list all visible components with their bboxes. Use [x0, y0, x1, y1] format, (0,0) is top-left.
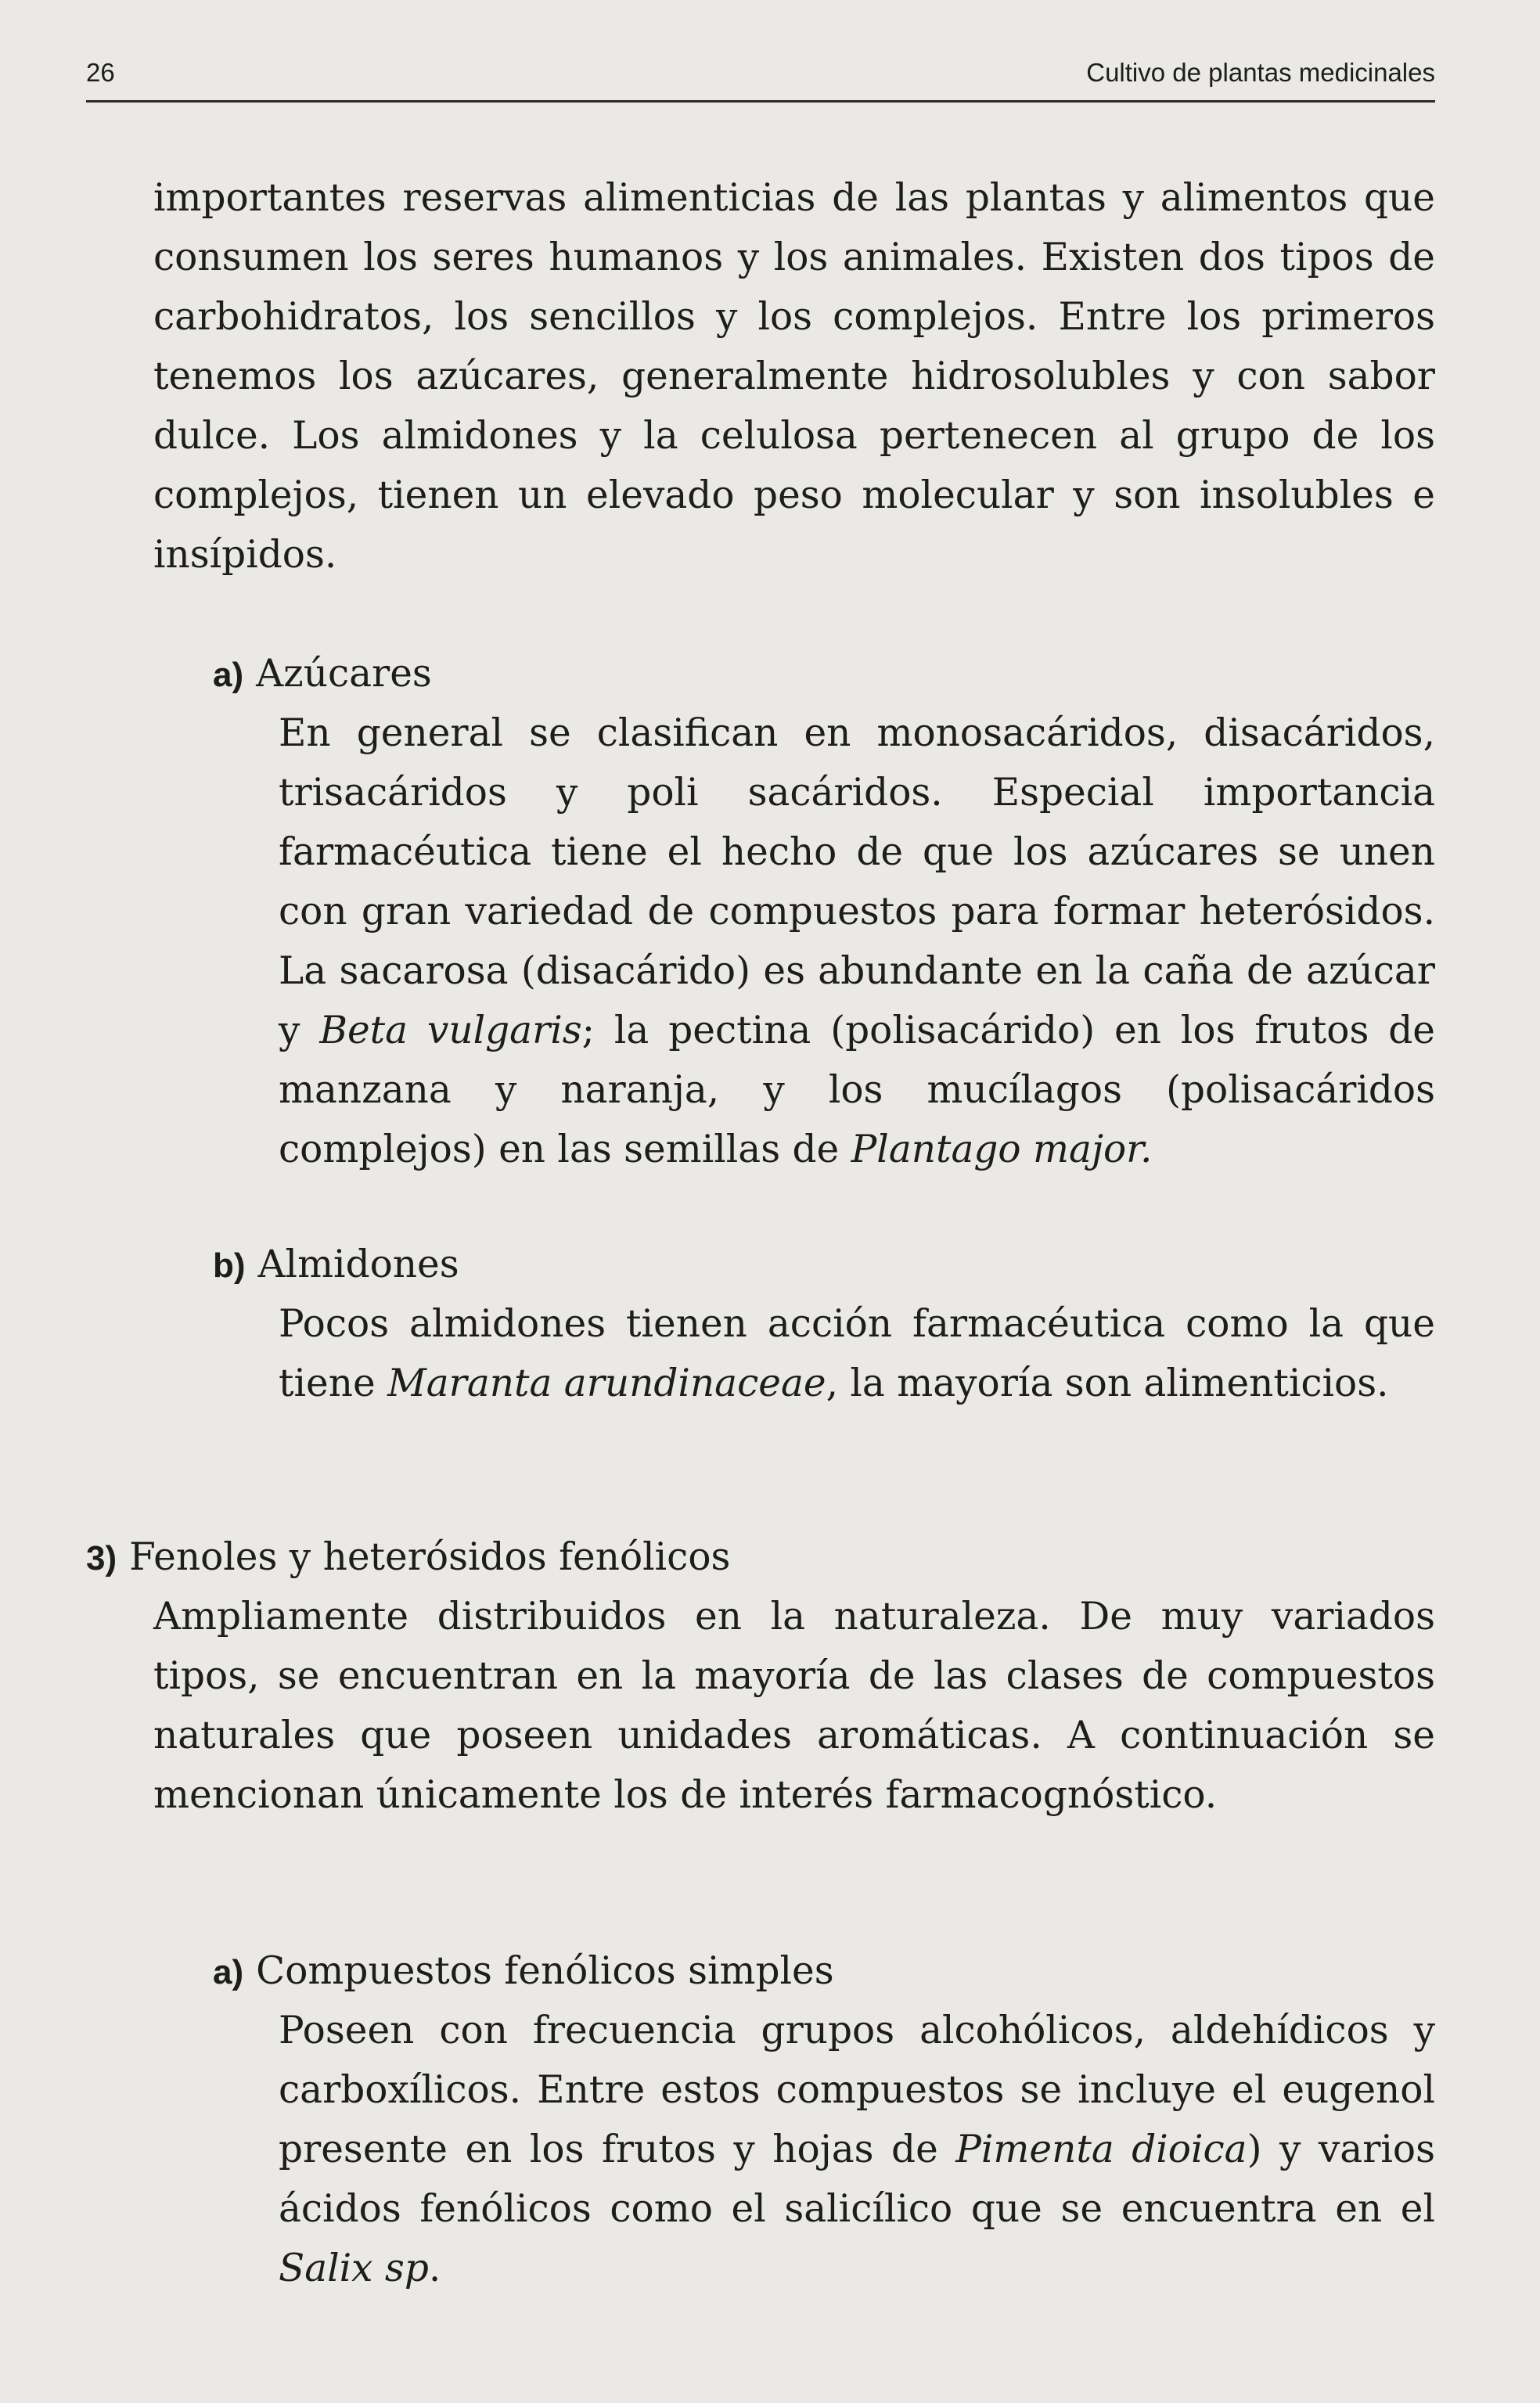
compuestos-fenolicos-paragraph: Poseen con frecuencia grupos alcohólicos, aldehídicos y carboxílicos. Entre estos compuestos se incluye el eugenol presente en los frutos y hojas de Pimenta dioica) y varios ácidos fenólicos como el salicílico que se encuentra en el Salix sp.: [279, 2009, 1435, 2290]
species-name: Plantago major.: [851, 1128, 1153, 1171]
heading-fenoles: [86, 1527, 730, 1588]
heading-azucares: [213, 644, 432, 705]
species-name: Salix sp: [279, 2247, 429, 2290]
intro-paragraph: importantes reservas alimenticias de las plantas y alimentos que consumen los seres humanos y los animales. Existen dos tipos de carbohidratos, los sencillos y los complejos. Entre los primeros tenemos los azúcares, generalmente hidrosolubles y con sabor dulce. Los almidones y la celulosa pertenecen al grupo de los complejos, tienen un elevado peso molecular y son insolubles e insípidos.: [153, 176, 1435, 577]
heading-compuestos-fenolicos: [213, 1941, 834, 2002]
heading-label: b): [213, 1246, 246, 1285]
heading-title: Azúcares: [256, 652, 432, 696]
heading-title: Fenoles y heterósidos fenólicos: [129, 1535, 731, 1579]
running-title: Cultivo de plantas medicinales: [1086, 58, 1435, 87]
heading-title: Compuestos fenólicos simples: [256, 1949, 834, 1993]
heading-label: a): [213, 1953, 244, 1991]
header-rule: [86, 100, 1435, 103]
almidones-paragraph: Pocos almidones tienen acción farmacéutica como la que tiene Maranta arundinaceae, la mayoría son alimenticios.: [279, 1302, 1435, 1405]
heading-label: 3): [86, 1539, 117, 1577]
azucares-paragraph: En general se clasifican en monosacáridos, disacáridos, trisacáridos y poli sacáridos. Especial importancia farmacéutica tiene el hecho de que los azúcares se unen con gran variedad de compuestos para formar heterósidos. La sacarosa (disacárido) es abundante en la caña de azúcar y Beta vulgaris; la pectina (polisacárido) en los frutos de manzana y naranja, y los mucílagos (polisacáridos complejos) en las semillas de Plantago major.: [279, 711, 1435, 1171]
page-number: 26: [86, 58, 115, 87]
fenoles-paragraph: Ampliamente distribuidos en la naturaleza. De muy variados tipos, se encuentran en la mayoría de las clases de compuestos naturales que poseen unidades aromáticas. A continuación se mencionan únicamente los de interés farmacognóstico.: [153, 1595, 1435, 1817]
species-name: Beta vulgaris: [319, 1009, 582, 1052]
species-name: Pimenta dioica: [955, 2128, 1247, 2171]
heading-almidones: [213, 1235, 459, 1296]
page-header: [86, 58, 1435, 97]
heading-title: Almidones: [257, 1243, 459, 1286]
heading-label: a): [213, 656, 244, 694]
species-name: Maranta arundinaceae: [387, 1362, 826, 1405]
